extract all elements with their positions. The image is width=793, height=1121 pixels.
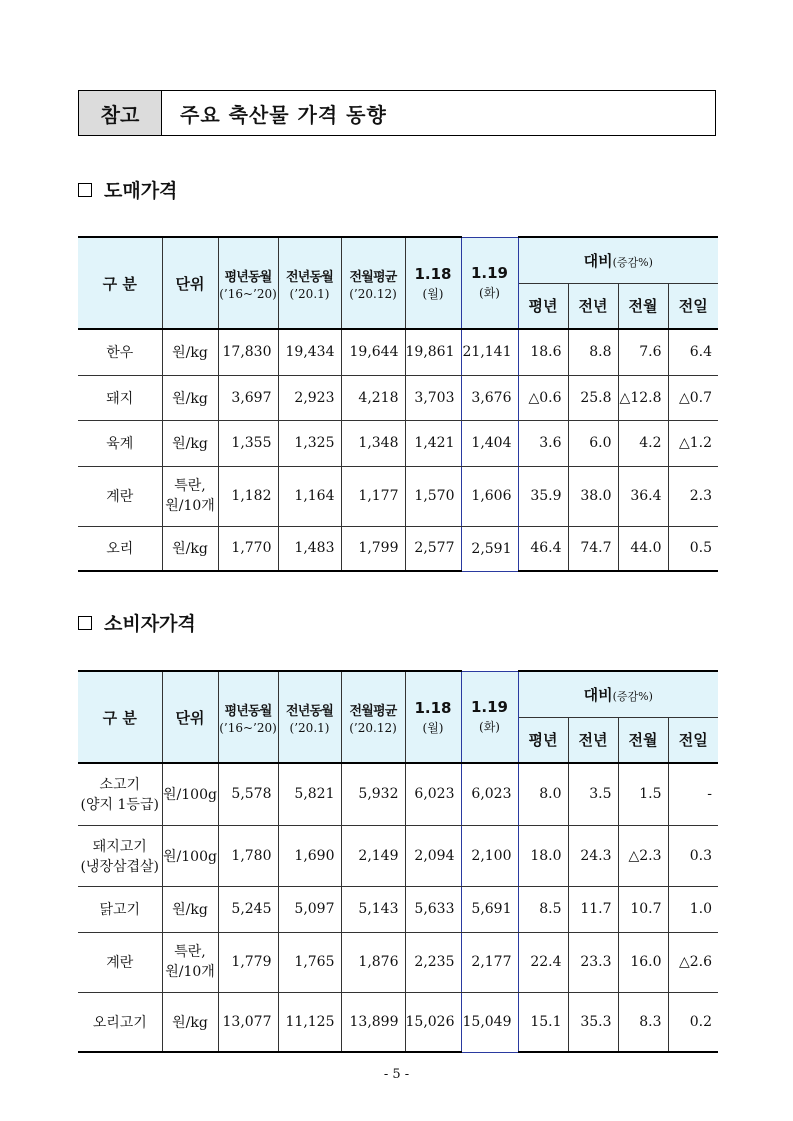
header-category: 구 분 — [78, 671, 162, 763]
row-value: 5,578 — [218, 763, 278, 825]
row-category: 육계 — [78, 420, 162, 466]
row-value: 1,421 — [405, 420, 461, 466]
row-value: 19,434 — [278, 329, 341, 375]
page-title: 주요 축산물 가격 동향 — [180, 102, 387, 127]
row-value: 18.0 — [518, 825, 568, 886]
row-value: 1,164 — [278, 466, 341, 526]
row-value: 2,149 — [341, 825, 405, 886]
row-value: 19,861 — [405, 329, 461, 375]
checkbox-icon — [78, 183, 92, 197]
row-value: △2.6 — [668, 932, 718, 992]
row-category: 한우 — [78, 329, 162, 375]
row-value: 1,404 — [461, 420, 518, 466]
row-category: 돼지 — [78, 375, 162, 420]
row-value: 11.7 — [568, 886, 618, 932]
row-value: 0.5 — [668, 526, 718, 571]
table-row — [78, 420, 718, 466]
row-value: 8.0 — [518, 763, 568, 825]
row-value: △0.6 — [518, 375, 568, 420]
row-unit: 원/kg — [162, 886, 218, 932]
row-value: 1,765 — [278, 932, 341, 992]
section-title: 도매가격 — [104, 180, 178, 202]
row-unit: 원/kg — [162, 329, 218, 375]
row-unit: 원/kg — [162, 992, 218, 1052]
table-row — [78, 763, 718, 825]
row-value: 11,125 — [278, 992, 341, 1052]
header-col4: 1.18 (월) — [405, 237, 461, 329]
row-value: 15,049 — [461, 992, 518, 1052]
consumer-price-table — [78, 670, 718, 1053]
row-value: 7.6 — [618, 329, 668, 375]
row-value: - — [668, 763, 718, 825]
row-value: 2,591 — [461, 526, 518, 571]
table-row — [78, 526, 718, 571]
header-col2: 전년동월 (’20.1) — [278, 237, 341, 329]
row-category: 소고기 (양지 1등급) — [78, 763, 162, 825]
row-value: 2,094 — [405, 825, 461, 886]
table-row — [78, 886, 718, 932]
header-col2: 전년동월 (’20.1) — [278, 671, 341, 763]
row-value: 3,703 — [405, 375, 461, 420]
row-category: 오리고기 — [78, 992, 162, 1052]
row-value: 23.3 — [568, 932, 618, 992]
header-compare-prev-year: 전년 — [568, 283, 618, 329]
row-value: 46.4 — [518, 526, 568, 571]
section-title: 소비자가격 — [104, 613, 196, 635]
table-row — [78, 825, 718, 886]
row-value: 35.3 — [568, 992, 618, 1052]
row-value: 21,141 — [461, 329, 518, 375]
row-value: 2,100 — [461, 825, 518, 886]
row-unit: 특란, 원/10개 — [162, 932, 218, 992]
row-value: 1,606 — [461, 466, 518, 526]
header-col1: 평년동월 (’16~’20) — [218, 237, 278, 329]
title-box — [78, 90, 716, 136]
header-compare-prev-month: 전월 — [618, 717, 668, 763]
row-value: 1,876 — [341, 932, 405, 992]
row-value: △2.3 — [618, 825, 668, 886]
row-value: 1,799 — [341, 526, 405, 571]
row-category: 돼지고기 (냉장삼겹살) — [78, 825, 162, 886]
row-value: 2,177 — [461, 932, 518, 992]
row-value: 1,177 — [341, 466, 405, 526]
header-compare-prev-day: 전일 — [668, 717, 718, 763]
header-col5: 1.19 (화) — [461, 237, 518, 329]
header-category: 구 분 — [78, 237, 162, 329]
row-value: 8.5 — [518, 886, 568, 932]
row-value: 4.2 — [618, 420, 668, 466]
row-value: 6,023 — [405, 763, 461, 825]
row-value: 16.0 — [618, 932, 668, 992]
row-value: 35.9 — [518, 466, 568, 526]
row-value: 1,570 — [405, 466, 461, 526]
row-value: 1.5 — [618, 763, 668, 825]
row-value: 18.6 — [518, 329, 568, 375]
row-value: 8.3 — [618, 992, 668, 1052]
row-category: 계란 — [78, 932, 162, 992]
wholesale-price-table — [78, 236, 718, 572]
header-col1: 평년동월 (’16~’20) — [218, 671, 278, 763]
row-value: 36.4 — [618, 466, 668, 526]
table-row — [78, 466, 718, 526]
row-value: △1.2 — [668, 420, 718, 466]
row-value: 1,779 — [218, 932, 278, 992]
row-value: 44.0 — [618, 526, 668, 571]
row-value: 19,644 — [341, 329, 405, 375]
table-row — [78, 992, 718, 1052]
row-value: 17,830 — [218, 329, 278, 375]
row-value: 1,325 — [278, 420, 341, 466]
section-consumer-heading — [78, 609, 196, 636]
row-value: 5,143 — [341, 886, 405, 932]
row-value: 2,923 — [278, 375, 341, 420]
header-compare-prev-day: 전일 — [668, 283, 718, 329]
header-compare-prev-month: 전월 — [618, 283, 668, 329]
header-compare: 대비(증감%) — [518, 671, 718, 717]
header-col3: 전월평균 (’20.12) — [341, 671, 405, 763]
row-value: 13,899 — [341, 992, 405, 1052]
row-value: △12.8 — [618, 375, 668, 420]
title-tag: 참고 — [79, 91, 162, 135]
row-value: 1,182 — [218, 466, 278, 526]
row-value: 8.8 — [568, 329, 618, 375]
row-category: 오리 — [78, 526, 162, 571]
row-value: 74.7 — [568, 526, 618, 571]
header-compare-prev-avg: 평년 — [518, 717, 568, 763]
header-col5: 1.19 (화) — [461, 671, 518, 763]
row-value: 1,355 — [218, 420, 278, 466]
row-value: 6.4 — [668, 329, 718, 375]
row-category: 계란 — [78, 466, 162, 526]
row-value: 5,633 — [405, 886, 461, 932]
row-value: 6.0 — [568, 420, 618, 466]
row-value: 25.8 — [568, 375, 618, 420]
row-value: 15.1 — [518, 992, 568, 1052]
section-wholesale-heading — [78, 176, 177, 203]
row-value: 24.3 — [568, 825, 618, 886]
row-category: 닭고기 — [78, 886, 162, 932]
row-value: 2.3 — [668, 466, 718, 526]
row-value: 3.6 — [518, 420, 568, 466]
row-value: 6,023 — [461, 763, 518, 825]
table-row — [78, 932, 718, 992]
header-unit: 단위 — [162, 237, 218, 329]
row-value: 1,348 — [341, 420, 405, 466]
row-unit: 원/kg — [162, 420, 218, 466]
row-value: 4,218 — [341, 375, 405, 420]
table-row — [78, 329, 718, 375]
header-col4: 1.18 (월) — [405, 671, 461, 763]
row-value: 5,245 — [218, 886, 278, 932]
row-unit: 원/100g — [162, 825, 218, 886]
row-value: 0.2 — [668, 992, 718, 1052]
checkbox-icon — [78, 616, 92, 630]
row-value: 3.5 — [568, 763, 618, 825]
row-value: 5,932 — [341, 763, 405, 825]
row-value: 5,691 — [461, 886, 518, 932]
row-value: 3,676 — [461, 375, 518, 420]
row-unit: 원/kg — [162, 526, 218, 571]
row-value: 0.3 — [668, 825, 718, 886]
row-value: △0.7 — [668, 375, 718, 420]
page-number: - 5 - — [383, 1067, 410, 1082]
row-value: 2,235 — [405, 932, 461, 992]
row-value: 1,483 — [278, 526, 341, 571]
header-compare: 대비(증감%) — [518, 237, 718, 283]
row-value: 1,780 — [218, 825, 278, 886]
row-value: 5,097 — [278, 886, 341, 932]
row-unit: 원/100g — [162, 763, 218, 825]
row-value: 15,026 — [405, 992, 461, 1052]
row-value: 10.7 — [618, 886, 668, 932]
row-value: 38.0 — [568, 466, 618, 526]
header-compare-prev-avg: 평년 — [518, 283, 568, 329]
header-compare-prev-year: 전년 — [568, 717, 618, 763]
row-unit: 원/kg — [162, 375, 218, 420]
row-value: 22.4 — [518, 932, 568, 992]
header-col3: 전월평균 (’20.12) — [341, 237, 405, 329]
row-value: 3,697 — [218, 375, 278, 420]
row-value: 1,690 — [278, 825, 341, 886]
header-unit: 단위 — [162, 671, 218, 763]
row-value: 1.0 — [668, 886, 718, 932]
row-value: 1,770 — [218, 526, 278, 571]
row-value: 13,077 — [218, 992, 278, 1052]
row-unit: 특란, 원/10개 — [162, 466, 218, 526]
row-value: 5,821 — [278, 763, 341, 825]
table-row — [78, 375, 718, 420]
row-value: 2,577 — [405, 526, 461, 571]
